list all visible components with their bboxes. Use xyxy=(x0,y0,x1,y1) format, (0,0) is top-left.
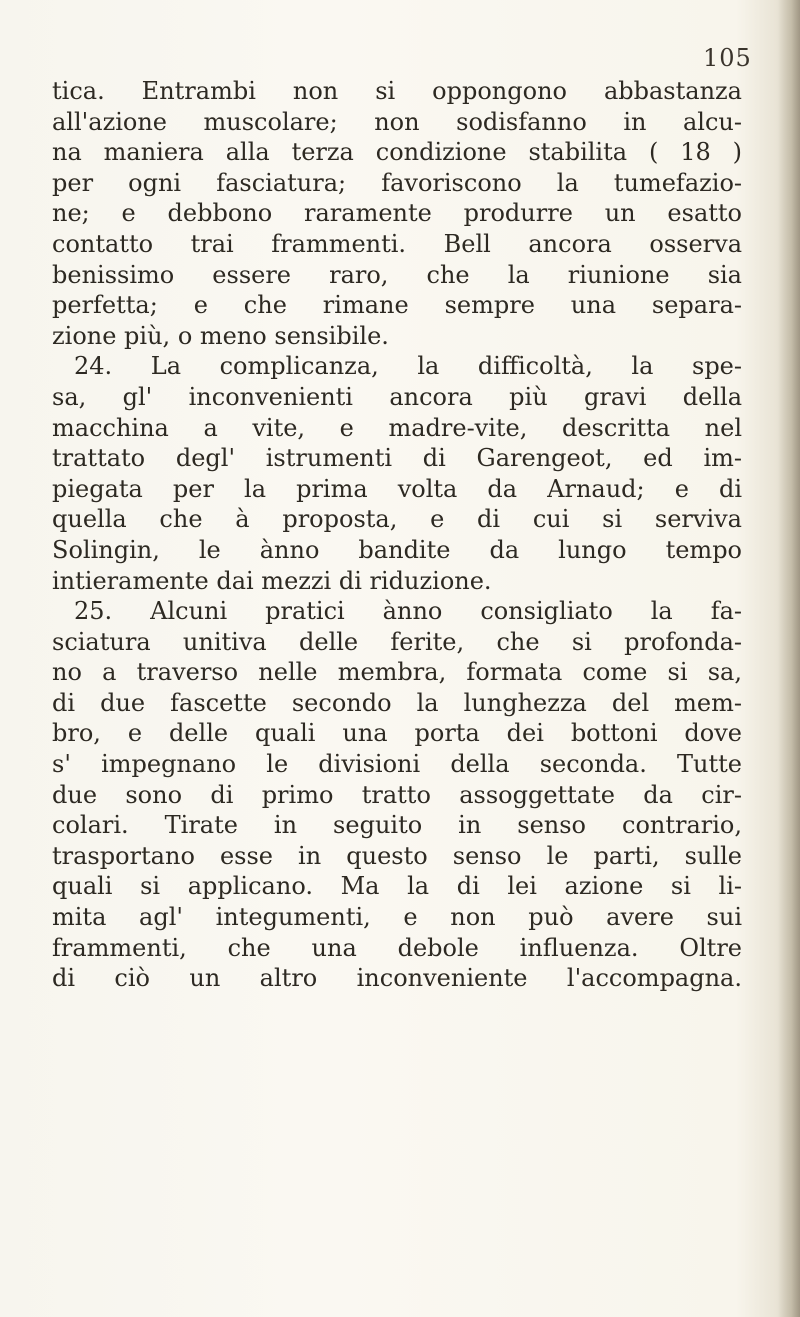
text-line: ne; e debbono raramente produrre un esatto xyxy=(52,199,742,228)
text-line: Solingin, le ànno bandite da lungo tempo xyxy=(52,535,742,564)
text-line: sa, gl' inconvenienti ancora più gravi della xyxy=(52,382,742,411)
text-line: quella che à proposta, e di cui si serviva xyxy=(52,505,742,534)
text-line: all'azione muscolare; non sodisfanno in alcu- xyxy=(52,107,742,136)
text-line: per ogni fasciatura; favoriscono la tumefazio- xyxy=(52,168,742,197)
text-line: mita agl' integumenti, e non può avere sui xyxy=(52,903,742,932)
text-line: due sono di primo tratto assoggettate da cir- xyxy=(52,780,742,809)
paragraph-end-line: zione più, o meno sensibile. xyxy=(52,321,389,350)
text-line: di ciò un altro inconveniente l'accompagna. xyxy=(52,964,742,993)
text-line: tica. Entrambi non si oppongono abbastanza xyxy=(52,77,742,105)
text-line: di due fascette secondo la lunghezza del mem- xyxy=(52,688,742,717)
text-line: trattato degl' istrumenti di Garengeot, ed im- xyxy=(52,444,742,473)
text-line: sciatura unitiva delle ferite, che si profonda- xyxy=(52,627,742,656)
text-line: piegata per la prima volta da Arnaud; e di xyxy=(52,474,742,503)
text-line: perfetta; e che rimane sempre una separa- xyxy=(52,291,742,320)
text-line: colari. Tirate in seguito in senso contrario, xyxy=(52,811,742,840)
text-line: contatto trai frammenti. Bell ancora osserva xyxy=(52,229,742,258)
text-line: bro, e delle quali una porta dei bottoni dove xyxy=(52,719,742,748)
text-line: na maniera alla terza condizione stabilita ( 18 ) xyxy=(52,138,742,167)
page-number: 105 xyxy=(703,44,752,72)
paragraph-end-line: intieramente dai mezzi di riduzione. xyxy=(52,566,492,595)
text-line: quali si applicano. Ma la di lei azione si li- xyxy=(52,872,742,901)
text-line: no a traverso nelle membra, formata come si sa, xyxy=(52,658,742,687)
text-line: trasportano esse in questo senso le parti, sulle xyxy=(52,841,742,870)
text-line: s' impegnano le divisioni della seconda. Tutte xyxy=(52,750,742,779)
page-edge-shadow xyxy=(778,0,800,1317)
body-text xyxy=(52,76,742,994)
paragraph-start-line: 24. La complicanza, la difficoltà, la spe- xyxy=(74,352,742,381)
text-line: macchina a vite, e madre-vite, descritta nel xyxy=(52,413,742,442)
text-line: frammenti, che una debole influenza. Oltre xyxy=(52,933,742,962)
paragraph-start-line: 25. Alcuni pratici ànno consigliato la fa- xyxy=(74,597,742,626)
text-line: benissimo essere raro, che la riunione sia xyxy=(52,260,742,289)
